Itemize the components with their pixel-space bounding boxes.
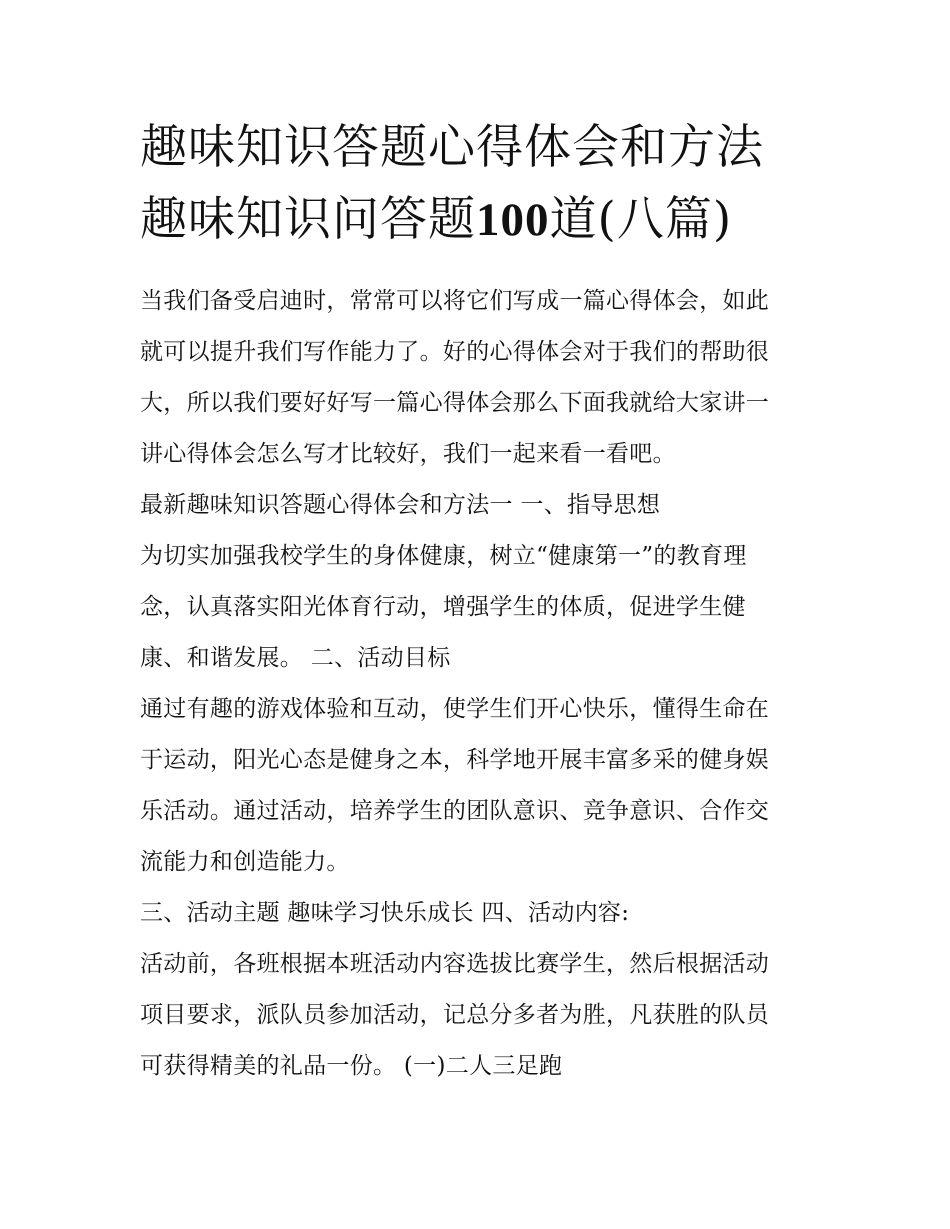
text-line: 项目要求，派队员参加活动，记总分多者为胜，凡获胜的队员 bbox=[140, 1002, 770, 1028]
title-line-2 bbox=[140, 184, 840, 256]
text-line: 讲心得体会怎么写才比较好，我们一起来看一看吧。 bbox=[140, 441, 676, 467]
text-line: 大，所以我们要好好写一篇心得体会那么下面我就给大家讲一 bbox=[140, 390, 770, 416]
text-line: 当我们备受启迪时，常常可以将它们写成一篇心得体会，如此 bbox=[140, 288, 770, 314]
title-line-2-prefix: 趣味知识问答题 bbox=[140, 192, 476, 247]
text-line: 就可以提升我们写作能力了。好的心得体会对于我们的帮助很 bbox=[140, 339, 770, 365]
title-line-2-suffix: 道(八篇) bbox=[549, 192, 733, 247]
title-number: 100 bbox=[476, 194, 550, 246]
text-line: 活动前，各班根据本班活动内容选拔比赛学生，然后根据活动 bbox=[140, 951, 770, 977]
text-line: 康、和谐发展。 二、活动目标 bbox=[140, 645, 451, 671]
section-heading-line: 最新趣味知识答题心得体会和方法一 一、指导思想 bbox=[140, 492, 661, 518]
text-line: 流能力和创造能力。 bbox=[140, 849, 350, 875]
text-line: 通过有趣的游戏体验和互动，使学生们开心快乐，懂得生命在 bbox=[140, 696, 770, 722]
page-title bbox=[140, 112, 840, 256]
text-line: 为切实加强我校学生的身体健康，树立“健康第一”的教育理 bbox=[140, 543, 747, 569]
text-line: 念，认真落实阳光体育行动，增强学生的体质，促进学生健 bbox=[140, 594, 746, 620]
text-line: 于运动，阳光心态是健身之本，科学地开展丰富多采的健身娱 bbox=[140, 747, 770, 773]
body-text bbox=[140, 276, 820, 1092]
title-line-1: 趣味知识答题心得体会和方法 bbox=[140, 120, 764, 175]
section-heading-line: 三、活动主题 趣味学习快乐成长 四、活动内容: bbox=[140, 900, 630, 926]
text-line: 乐活动。通过活动，培养学生的团队意识、竞争意识、合作交 bbox=[140, 798, 770, 824]
text-line: 可获得精美的礼品一份。 (一)二人三足跑 bbox=[140, 1053, 563, 1079]
